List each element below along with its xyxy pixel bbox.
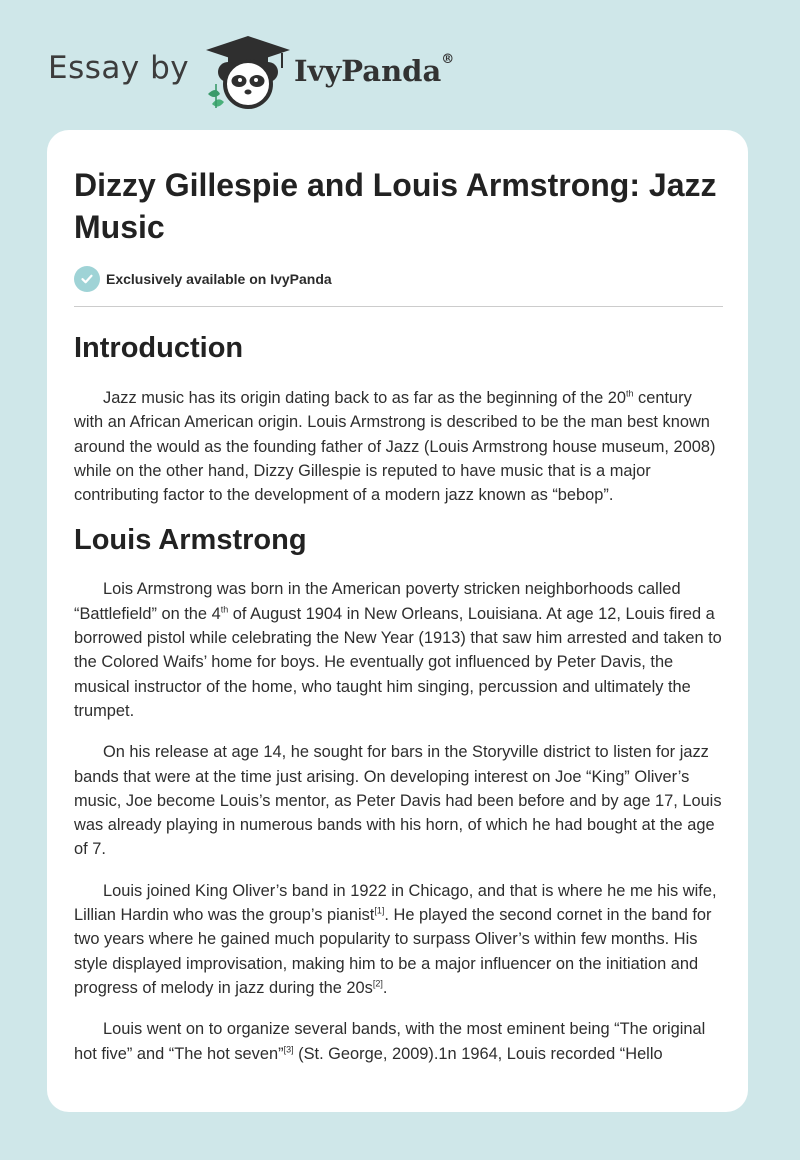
registered-mark: ® xyxy=(441,52,455,67)
paragraph-armstrong-3: Louis joined King Oliver’s band in 1922 in Chicago, and that is where he me his wife, Lillian Hardin who was the group’s pianist[1]. He played the second cornet in the band for two years where he gained much popularity to surpass Oliver’s within few months. His style displayed improvisation, making him to be a major influencer on the initiation and progress of melody in jazz during the 20s[2]. xyxy=(74,881,717,997)
panda-logo-icon xyxy=(202,34,294,110)
section-heading-louis-armstrong: Louis Armstrong xyxy=(74,524,307,557)
brand-name[interactable]: IvyPanda® xyxy=(294,52,455,88)
essay-title: Dizzy Gillespie and Louis Armstrong: Jazz Music xyxy=(74,167,717,245)
paragraph-intro-1: Jazz music has its origin dating back to as far as the beginning of the 20th century with an African American origin. Louis Armstrong is described to be the man best known around the would as the founding father of Jazz (Louis Armstrong house museum, 2008) while on the other hand, Dizzy Gillespie is reputed to have music that is a major contributing factor to the development of a modern jazz known as “bebop”. xyxy=(74,388,716,505)
site-header xyxy=(48,34,468,114)
section-heading-introduction: Introduction xyxy=(74,332,244,364)
paragraph-armstrong-1: Lois Armstrong was born in the American poverty stricken neighborhoods called “Battlefield” on the 4th of August 1904 in New Orleans, Louisiana. At age 12, Louis fired a borrowed pistol while celebrating the New Year (1913) that saw him arrested and taken to the Colored Waifs’ home for boys. He eventually got influenced by Peter Davis, the musical instructor of the home, who taught him singing, percussion and ultimately the trumpet. xyxy=(74,580,722,720)
exclusive-badge xyxy=(74,266,724,292)
paragraph-armstrong-4: Louis went on to organize several bands, with the most eminent being “The original hot five” and “The hot seven”[3] (St. George, 2009).1n 1964, Louis recorded “Hello xyxy=(74,1020,706,1063)
citation-marker[interactable]: [1] xyxy=(374,905,385,916)
paragraph-armstrong-2: On his release at age 14, he sought for bars in the Storyville district to listen for jazz bands that were at the time just arising. On developing interest on Joe “King” Oliver’s music, Joe become Louis’s mentor, as Peter Davis had been before and by age 17, Louis was already playing in numerous bands with his horn, of which he had bought at the age of 7. xyxy=(74,743,722,859)
citation-marker[interactable]: [3] xyxy=(283,1044,294,1055)
citation-marker[interactable]: [2] xyxy=(372,978,383,989)
exclusive-badge-label: Exclusively available on IvyPanda xyxy=(106,271,332,287)
check-icon xyxy=(74,266,100,292)
essay-card xyxy=(47,130,748,1112)
divider xyxy=(74,306,723,307)
essay-by-label: Essay by xyxy=(48,50,190,86)
essay-content xyxy=(74,164,724,1066)
